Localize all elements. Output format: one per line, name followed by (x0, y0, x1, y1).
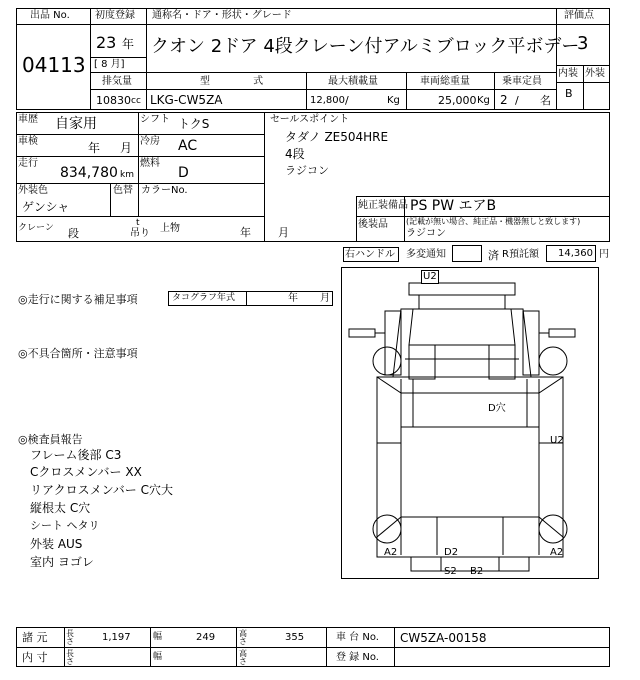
chassis-value: CW5ZA-00158 (400, 631, 487, 645)
recycle-amount: 14,360 (558, 248, 593, 259)
diagram-mark: U2 (550, 435, 564, 446)
model-label: 型 式 (200, 76, 264, 87)
defects-label: ◎不具合箇所・注意事項 (18, 347, 138, 360)
exterior-label: 外装 (585, 68, 605, 79)
history-value: 自家用 (55, 116, 97, 132)
load-label: 上物 (160, 223, 180, 234)
multi-change-label: 多変通知 (406, 249, 446, 260)
color-change-label: 色替 (113, 185, 133, 196)
first-reg-month: [ 8 月] (94, 59, 125, 70)
first-reg-year: 23 (96, 33, 117, 52)
inspector-line: シート ヘタリ (30, 519, 100, 532)
gross-weight-value: 25,000 (438, 94, 477, 107)
sales-point-label: セールスポイント (270, 114, 350, 125)
crane-hang-unit: 吊り (130, 228, 150, 239)
width-label: 幅 (153, 632, 163, 642)
recycle-mark: 済 (488, 249, 499, 262)
diagram-mark: U2 (423, 271, 437, 282)
first-reg-label: 初度登録 (95, 10, 135, 21)
height-value: 355 (285, 632, 305, 643)
inspector-line: 縦根太 C穴 (30, 501, 91, 515)
lot-number: 04113 (22, 53, 86, 77)
ac-value: AC (178, 138, 198, 154)
crane-label: クレーン (18, 223, 54, 233)
registration-label: 登 録 No. (336, 652, 379, 663)
multi-change-box (452, 245, 482, 262)
genuine-equipment-value: PS PW エアB (410, 198, 497, 214)
diagram-mark: A2 (550, 547, 564, 558)
width-value: 249 (196, 632, 216, 643)
grade-label: 評価点 (564, 10, 594, 21)
mileage-label: 走行 (18, 158, 38, 169)
diagram-mark: D穴 (488, 403, 506, 414)
dims-label: 諸 元 (22, 631, 48, 644)
model-value: LKG-CW5ZA (150, 93, 223, 107)
color-label: 外装色 (18, 185, 48, 196)
first-reg-year-unit: 年 (122, 37, 135, 51)
load-year-unit: 年 (240, 226, 251, 239)
truck-diagram (341, 267, 599, 579)
inspection-year-unit: 年 (88, 141, 101, 155)
tacho-label: タコグラフ年式 (172, 293, 236, 303)
history-label: 車歴 (18, 114, 38, 125)
aftermarket-note: (記載が無い場合、純正品・機器無しと致します) (406, 217, 581, 226)
diagram-mark: B2 (470, 566, 484, 577)
interior-label: 内装 (558, 68, 578, 79)
aftermarket-label: 後装品 (358, 219, 388, 230)
recycle-label: R預託額 (502, 249, 539, 260)
ac-label: 冷房 (140, 136, 160, 147)
recycle-unit: 円 (599, 249, 609, 260)
max-load-sep: / (345, 94, 349, 107)
grade-score: 3 (577, 33, 589, 54)
inspector-line: 室内 ヨゴレ (30, 555, 94, 569)
rhd-label: 右ハンドル (345, 249, 395, 260)
fuel-label: 燃料 (140, 158, 160, 169)
diagram-mark: A2 (384, 547, 398, 558)
tacho-month-unit: 月 (320, 293, 330, 304)
capacity-label: 乗車定員 (502, 76, 542, 87)
capacity-sep: / (515, 94, 519, 107)
color-value: ゲンシャ (22, 200, 70, 214)
max-load-label: 最大積載量 (328, 76, 378, 87)
lot-label: 出品 No. (30, 10, 70, 21)
capacity-value: 2 (500, 93, 508, 107)
tacho-year-unit: 年 (288, 293, 298, 304)
crane-stage-unit: 段 (68, 227, 79, 240)
name-label: 通称名・ドア・形状・グレード (152, 10, 292, 21)
mileage-unit: km (120, 170, 134, 180)
inspection-label: 車検 (18, 136, 38, 147)
fuel-value: D (178, 165, 189, 181)
sales-point-line: 4段 (285, 147, 305, 161)
max-load-unit: Kg (387, 95, 400, 106)
max-load-value: 12,800 (310, 95, 345, 106)
diagram-mark: D2 (444, 547, 459, 558)
shift-value: トクS (178, 117, 210, 131)
inner-dims-label: 内 寸 (22, 651, 48, 664)
height-label: 高さ (239, 629, 247, 646)
inner-width-label: 幅 (153, 652, 163, 662)
inspector-line: フレーム後部 C3 (30, 448, 122, 462)
displacement-unit: cc (131, 96, 141, 106)
inspector-line: Cクロスメンバー XX (30, 465, 142, 479)
inspector-line: リアクロスメンバー C穴大 (30, 483, 173, 497)
mileage-value: 834,780 (60, 165, 118, 181)
inner-height-label: 高さ (239, 649, 247, 666)
length-value: 1,197 (102, 632, 131, 643)
sales-point-line: タダノ ZE504HRE (285, 130, 389, 144)
load-month-unit: 月 (278, 226, 289, 239)
gross-weight-unit: Kg (477, 95, 490, 106)
length-label: 長さ (66, 629, 74, 646)
supplement-label: ◎走行に関する補足事項 (18, 293, 138, 306)
genuine-equipment-label: 純正装備品 (358, 200, 408, 211)
shift-label: シフト (140, 114, 170, 125)
diagram-mark: S2 (444, 566, 457, 577)
inner-length-label: 長さ (66, 649, 74, 666)
displacement-label: 排気量 (102, 76, 132, 87)
displacement-value: 10830 (96, 94, 131, 107)
chassis-label: 車 台 No. (336, 632, 379, 643)
vehicle-description: クオン 2ドア 4段クレーン付アルミブロック平ボデー (151, 36, 580, 57)
aftermarket-value: ラジコン (406, 228, 446, 239)
interior-grade: B (565, 87, 573, 100)
gross-weight-label: 車両総重量 (420, 76, 470, 87)
inspector-label: ◎検査員報告 (18, 433, 83, 446)
crane-ton-unit: t (136, 218, 140, 228)
sales-point-line: ラジコン (285, 164, 329, 177)
inspection-month-unit: 月 (120, 141, 133, 155)
capacity-unit: 名 (540, 94, 551, 107)
color-no-label: カラーNo. (141, 185, 188, 196)
inspector-line: 外装 AUS (30, 537, 83, 551)
